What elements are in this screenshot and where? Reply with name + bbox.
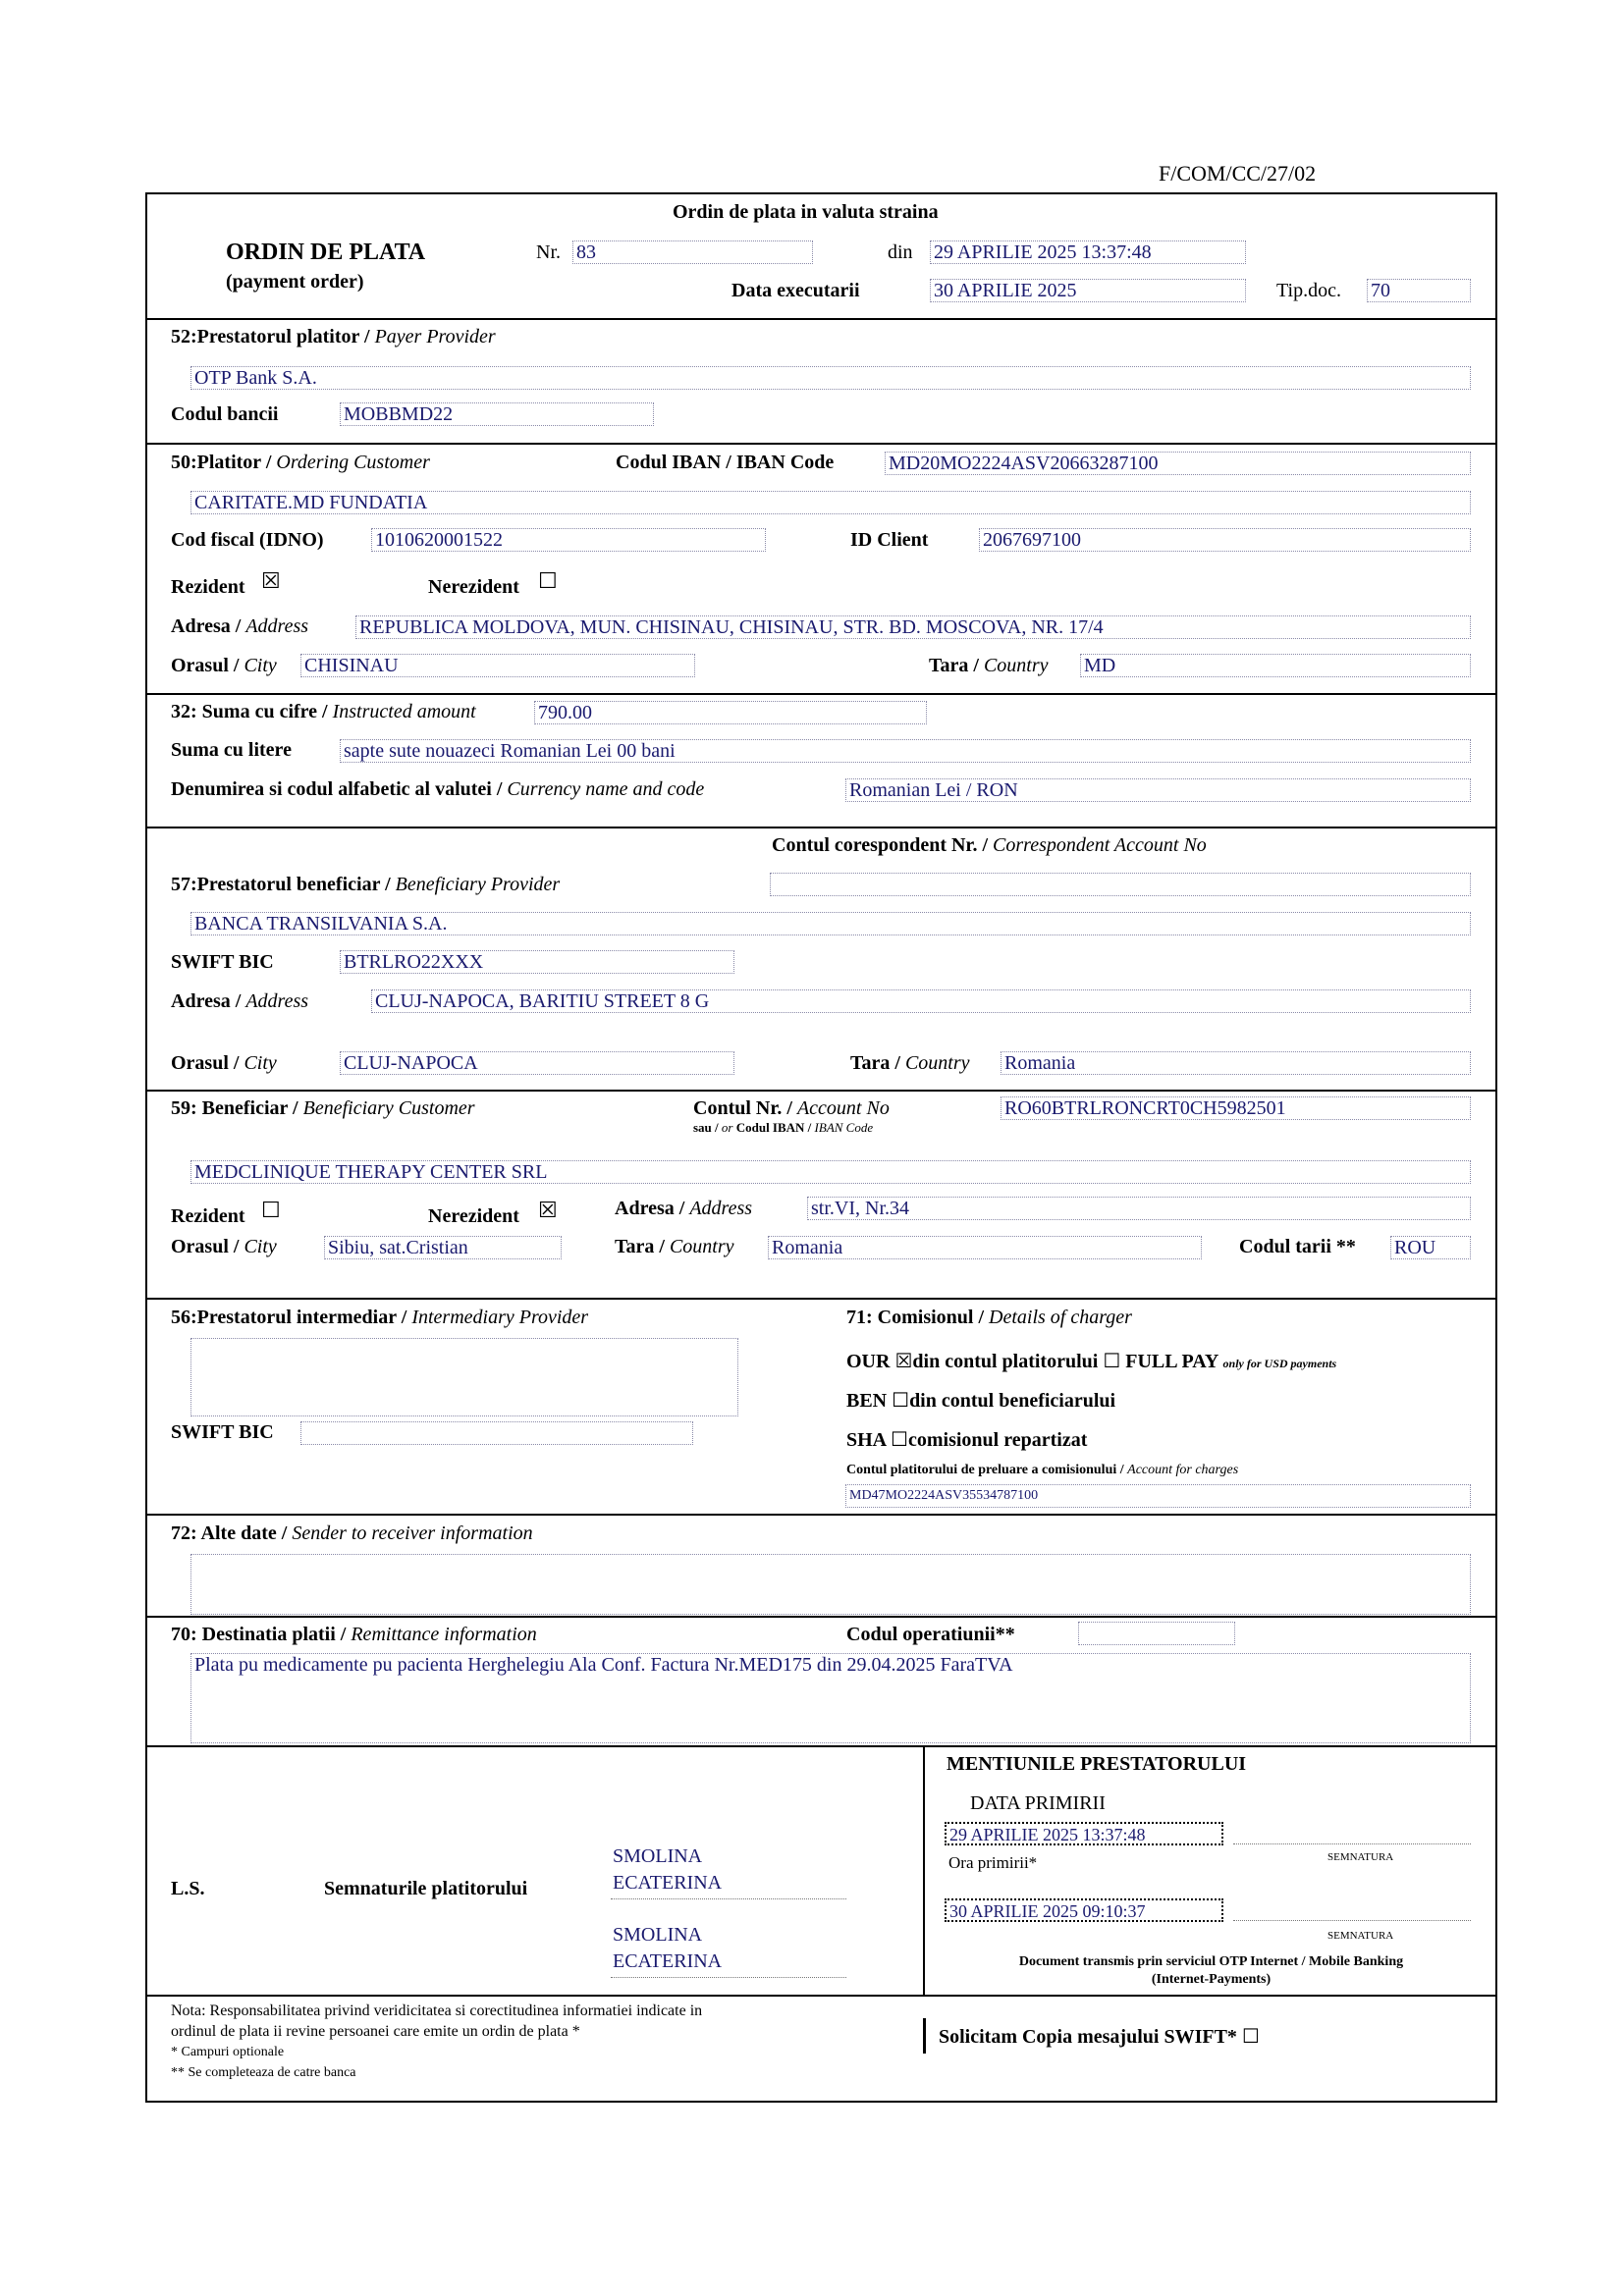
iban-label: Codul IBAN / IBAN Code bbox=[616, 452, 835, 473]
amount-field[interactable]: 790.00 bbox=[534, 701, 927, 724]
signer1-signature-line[interactable] bbox=[611, 1898, 846, 1899]
sha-checkbox[interactable]: ☐ bbox=[891, 1427, 908, 1451]
ls-label: L.S. bbox=[171, 1878, 205, 1899]
signer2-line2: ECATERINA bbox=[613, 1950, 723, 1972]
s32-label-ro: 32: Suma cu cifre / bbox=[171, 701, 328, 722]
s57-address-label-en: Address bbox=[245, 990, 309, 1012]
corr-account-label bbox=[772, 834, 1207, 857]
footer-note-line1: Nota: Responsabilitatea privind veridicitatea si corectitudinea informatiei indicate in bbox=[171, 2002, 703, 2019]
divider bbox=[145, 443, 1497, 445]
intermediary-swift-field[interactable] bbox=[300, 1421, 693, 1445]
divider bbox=[145, 827, 1497, 828]
s57-address-label-ro: Adresa / bbox=[171, 990, 242, 1012]
charges-account-label-en: Account for charges bbox=[1127, 1463, 1239, 1477]
s59-nerezident-checkbox[interactable]: ☒ bbox=[538, 1199, 558, 1223]
s57-address-label bbox=[171, 990, 308, 1013]
our-text: din contul platitorului bbox=[912, 1351, 1099, 1372]
s52-label-ro: 52:Prestatorul platitor / bbox=[171, 326, 370, 347]
fullpay-text: FULL PAY bbox=[1125, 1351, 1218, 1372]
s32-label-en: Instructed amount bbox=[332, 701, 476, 722]
s71-label bbox=[846, 1307, 1132, 1329]
beneficiary-account-field[interactable]: RO60BTRLRONCRT0CH5982501 bbox=[1001, 1096, 1471, 1120]
payer-signatures-label: Semnaturile platitorului bbox=[324, 1878, 528, 1899]
beneficiary-country-field[interactable]: Romania bbox=[768, 1236, 1202, 1259]
payer-name-field[interactable]: CARITATE.MD FUNDATIA bbox=[190, 491, 1471, 514]
currency-label-en: Currency name and code bbox=[507, 778, 705, 800]
s57-country-label-ro: Tara / bbox=[850, 1052, 900, 1074]
s50-nerezident-checkbox[interactable]: ☐ bbox=[538, 569, 558, 594]
s50-city-label-en: City bbox=[244, 655, 277, 676]
s56-label-ro: 56:Prestatorul intermediar / bbox=[171, 1307, 407, 1328]
ben-label: BEN bbox=[846, 1390, 888, 1412]
form-subtitle: Ordin de plata in valuta straina bbox=[673, 201, 939, 223]
intermediary-field[interactable] bbox=[190, 1338, 738, 1416]
nr-field[interactable]: 83 bbox=[572, 240, 813, 264]
beneficiary-bank-country-field[interactable]: Romania bbox=[1001, 1051, 1471, 1075]
s72-label-ro: 72: Alte date / bbox=[171, 1522, 288, 1544]
divider bbox=[145, 693, 1497, 695]
s50-label-en: Ordering Customer bbox=[276, 452, 430, 473]
beneficiary-bank-address-field[interactable]: CLUJ-NAPOCA, BARITIU STREET 8 G bbox=[371, 989, 1471, 1013]
s50-city-label bbox=[171, 655, 277, 677]
s59-city-label-ro: Orasul / bbox=[171, 1236, 240, 1257]
charges-account-label bbox=[846, 1463, 1238, 1478]
footer-note-line2: ordinul de plata ii revine persoanei care emite un ordin de plata * bbox=[171, 2023, 580, 2040]
beneficiary-swift-field[interactable]: BTRLRO22XXX bbox=[340, 950, 734, 974]
tipdoc-field[interactable]: 70 bbox=[1367, 279, 1471, 302]
currency-field[interactable]: Romanian Lei / RON bbox=[845, 778, 1471, 802]
s70-label-en: Remittance information bbox=[351, 1624, 537, 1645]
ben-text: din contul beneficiarului bbox=[909, 1390, 1116, 1412]
charges-account-label-ro: Contul platitorului de preluare a comisionului / bbox=[846, 1463, 1124, 1477]
s57-label-ro: 57:Prestatorul beneficiar / bbox=[171, 874, 391, 895]
s50-rezident-checkbox[interactable]: ☒ bbox=[261, 569, 281, 594]
divider bbox=[145, 1995, 1497, 1997]
signer2-line1: SMOLINA bbox=[613, 1924, 703, 1946]
signer1 bbox=[613, 1843, 722, 1896]
s50-label bbox=[171, 452, 430, 474]
swift-copy-label: Solicitam Copia mesajului SWIFT* bbox=[939, 2026, 1237, 2048]
s59-address-label-ro: Adresa / bbox=[615, 1198, 685, 1219]
semnatura-2: SEMNATURA bbox=[1327, 1930, 1394, 1942]
divider bbox=[145, 1298, 1497, 1300]
sender-info-field[interactable] bbox=[190, 1554, 1471, 1615]
nr-label: Nr. bbox=[536, 241, 561, 263]
payer-city-field[interactable]: CHISINAU bbox=[300, 654, 695, 677]
divider bbox=[145, 1745, 1497, 1747]
s59-account-sub-d: IBAN Code bbox=[814, 1120, 874, 1135]
s50-address-label bbox=[171, 615, 308, 638]
s59-account-sub-c: Codul IBAN / bbox=[735, 1120, 812, 1135]
tipdoc-label: Tip.doc. bbox=[1276, 280, 1341, 301]
s59-country-label bbox=[615, 1236, 734, 1258]
beneficiary-bank-city-field[interactable]: CLUJ-NAPOCA bbox=[340, 1051, 734, 1075]
doc-note bbox=[929, 1953, 1493, 1989]
signer1-line2: ECATERINA bbox=[613, 1872, 723, 1894]
charges-account-field[interactable]: MD47MO2224ASV35534787100 bbox=[845, 1484, 1471, 1508]
client-id-field[interactable]: 2067697100 bbox=[979, 528, 1471, 552]
ben-checkbox[interactable]: ☐ bbox=[892, 1388, 910, 1412]
swift-copy-checkbox[interactable]: ☐ bbox=[1241, 2024, 1260, 2048]
payer-iban-field[interactable]: MD20MO2224ASV20663287100 bbox=[885, 452, 1471, 475]
provider-title: MENTIUNILE PRESTATORULUI bbox=[947, 1753, 1247, 1775]
client-id-label: ID Client bbox=[850, 529, 929, 551]
s57-country-label-en: Country bbox=[904, 1052, 970, 1074]
footer-note-line3: * Campuri optionale bbox=[171, 2045, 285, 2059]
fiscal-label: Cod fiscal (IDNO) bbox=[171, 529, 324, 551]
fiscal-field[interactable]: 1010620001522 bbox=[371, 528, 766, 552]
data-primirii-field[interactable]: 29 APRILIE 2025 13:37:48 bbox=[945, 1822, 1223, 1845]
s56-label bbox=[171, 1307, 588, 1329]
data-primirii-label: DATA PRIMIRII bbox=[970, 1792, 1106, 1814]
ben-row bbox=[846, 1388, 1115, 1413]
s50-city-label-ro: Orasul / bbox=[171, 655, 240, 676]
signature-line-1[interactable] bbox=[1233, 1843, 1471, 1844]
s57-city-label-en: City bbox=[244, 1052, 277, 1074]
din-label: din bbox=[888, 241, 913, 263]
s50-country-label bbox=[929, 655, 1049, 677]
s70-label bbox=[171, 1624, 537, 1646]
s59-account-label bbox=[693, 1097, 890, 1120]
bank-code-label: Codul bancii bbox=[171, 403, 279, 425]
s59-rezident-label: Rezident bbox=[171, 1205, 245, 1227]
s50-country-label-ro: Tara / bbox=[929, 655, 979, 676]
s72-label bbox=[171, 1522, 533, 1545]
form-code: F/COM/CC/27/02 bbox=[1159, 161, 1317, 186]
s50-address-label-ro: Adresa / bbox=[171, 615, 242, 637]
s59-account-sub-a: sau / bbox=[693, 1120, 719, 1135]
s59-city-label-en: City bbox=[244, 1236, 277, 1257]
swift-copy-row bbox=[939, 2024, 1260, 2049]
s59-label-en: Beneficiary Customer bbox=[302, 1097, 475, 1119]
amount-words-label: Suma cu litere bbox=[171, 739, 292, 761]
our-checkbox[interactable]: ☒ bbox=[894, 1349, 913, 1372]
s56-swift-label: SWIFT BIC bbox=[171, 1421, 274, 1443]
beneficiary-bank-field[interactable]: BANCA TRANSILVANIA S.A. bbox=[190, 912, 1471, 935]
s56-label-en: Intermediary Provider bbox=[411, 1307, 589, 1328]
corr-account-field[interactable] bbox=[770, 873, 1471, 896]
fullpay-note: only for USD payments bbox=[1222, 1357, 1337, 1370]
corr-account-label-ro: Contul corespondent Nr. / bbox=[772, 834, 989, 856]
form-frame bbox=[145, 192, 1497, 2103]
s59-account-label-ro: Contul Nr. / bbox=[693, 1097, 792, 1119]
currency-label-ro: Denumirea si codul alfabetic al valutei / bbox=[171, 778, 503, 800]
signer2 bbox=[613, 1922, 722, 1975]
signature-separator bbox=[923, 1745, 925, 1995]
payer-country-field[interactable]: MD bbox=[1080, 654, 1471, 677]
divider bbox=[145, 1514, 1497, 1516]
sha-row bbox=[846, 1427, 1087, 1452]
s57-city-label bbox=[171, 1052, 277, 1075]
s59-city-label bbox=[171, 1236, 277, 1258]
s59-label bbox=[171, 1097, 475, 1120]
s59-country-label-ro: Tara / bbox=[615, 1236, 665, 1257]
din-field[interactable]: 29 APRILIE 2025 13:37:48 bbox=[930, 240, 1246, 264]
s59-label-ro: 59: Beneficiar / bbox=[171, 1097, 298, 1119]
s71-label-ro: 71: Comisionul / bbox=[846, 1307, 985, 1328]
bank-code-field[interactable]: MOBBMD22 bbox=[340, 402, 654, 426]
divider bbox=[145, 1090, 1497, 1092]
signer2-signature-line[interactable] bbox=[611, 1977, 846, 1978]
doc-note-line2: (Internet-Payments) bbox=[1151, 1972, 1272, 1987]
signer1-line1: SMOLINA bbox=[613, 1845, 703, 1867]
s50-country-label-en: Country bbox=[983, 655, 1049, 676]
amount-words-field[interactable]: sapte sute nouazeci Romanian Lei 00 bani bbox=[340, 739, 1471, 763]
s59-nerezident-label: Nerezident bbox=[428, 1205, 519, 1227]
s50-rezident-label: Rezident bbox=[171, 576, 245, 598]
s57-country-label bbox=[850, 1052, 970, 1075]
form-title: ORDIN DE PLATA bbox=[226, 240, 426, 265]
currency-label bbox=[171, 778, 704, 801]
s52-label bbox=[171, 326, 496, 348]
s72-label-en: Sender to receiver information bbox=[292, 1522, 533, 1544]
our-label: OUR bbox=[846, 1351, 891, 1372]
s71-label-en: Details of charger bbox=[989, 1307, 1132, 1328]
s57-label-en: Beneficiary Provider bbox=[395, 874, 561, 895]
s59-country-label-en: Country bbox=[669, 1236, 734, 1257]
corr-account-label-en: Correspondent Account No bbox=[993, 834, 1207, 856]
payer-provider-field[interactable]: OTP Bank S.A. bbox=[190, 366, 1471, 390]
footer-note bbox=[171, 2001, 702, 2083]
data-exec-field[interactable]: 30 APRILIE 2025 bbox=[930, 279, 1246, 302]
payer-address-field[interactable]: REPUBLICA MOLDOVA, MUN. CHISINAU, CHISINAU, STR. BD. MOSCOVA, NR. 17/4 bbox=[355, 615, 1471, 639]
our-row bbox=[846, 1349, 1336, 1373]
country-code-field[interactable]: ROU bbox=[1390, 1236, 1471, 1259]
s59-address-label-en: Address bbox=[689, 1198, 753, 1219]
s59-account-sublabel bbox=[693, 1120, 873, 1136]
footer-note-line4: ** Se completeaza de catre banca bbox=[171, 2065, 356, 2080]
beneficiary-city-field[interactable]: Sibiu, sat.Cristian bbox=[324, 1236, 562, 1259]
ora-primirii-label: Ora primirii* bbox=[948, 1853, 1038, 1872]
s57-city-label-ro: Orasul / bbox=[171, 1052, 240, 1074]
semnatura-1: SEMNATURA bbox=[1327, 1851, 1394, 1863]
divider bbox=[145, 1616, 1497, 1618]
doc-note-line1: Document transmis prin serviciul OTP Internet / Mobile Banking bbox=[1018, 1954, 1404, 1969]
beneficiary-name-field[interactable]: MEDCLINIQUE THERAPY CENTER SRL bbox=[190, 1160, 1471, 1184]
data-exec-label: Data executarii bbox=[731, 280, 860, 301]
s70-label-ro: 70: Destinatia platii / bbox=[171, 1624, 347, 1645]
beneficiary-address-field[interactable]: str.VI, Nr.34 bbox=[807, 1197, 1471, 1220]
s57-label bbox=[171, 874, 560, 896]
remittance-field[interactable]: Plata pu medicamente pu pacienta Herghelegiu Ala Conf. Factura Nr.MED175 din 29.04.2025 FaraTVA bbox=[190, 1653, 1471, 1743]
s50-label-ro: 50:Platitor / bbox=[171, 452, 272, 473]
swift-copy-bar bbox=[923, 2018, 926, 2054]
divider bbox=[145, 318, 1497, 320]
s59-rezident-checkbox[interactable]: ☐ bbox=[261, 1199, 281, 1223]
signature-line-2[interactable] bbox=[1233, 1920, 1471, 1921]
form-title-en: (payment order) bbox=[226, 271, 364, 293]
op-code-label: Codul operatiunii** bbox=[846, 1624, 1015, 1645]
s52-label-en: Payer Provider bbox=[374, 326, 496, 347]
s57-swift-label: SWIFT BIC bbox=[171, 951, 274, 973]
op-code-field[interactable] bbox=[1078, 1622, 1235, 1645]
s32-label bbox=[171, 701, 476, 723]
s59-account-sub-b: or bbox=[721, 1120, 733, 1135]
country-code-label: Codul tarii ** bbox=[1239, 1236, 1356, 1257]
s50-address-label-en: Address bbox=[245, 615, 309, 637]
s50-nerezident-label: Nerezident bbox=[428, 576, 519, 598]
fullpay-checkbox[interactable]: ☐ bbox=[1103, 1349, 1121, 1372]
ora-primirii-field[interactable]: 30 APRILIE 2025 09:10:37 bbox=[945, 1898, 1223, 1922]
sha-label: SHA bbox=[846, 1429, 887, 1451]
s59-account-label-en: Account No bbox=[796, 1097, 890, 1119]
s59-address-label bbox=[615, 1198, 752, 1220]
sha-text: comisionul repartizat bbox=[907, 1429, 1088, 1451]
